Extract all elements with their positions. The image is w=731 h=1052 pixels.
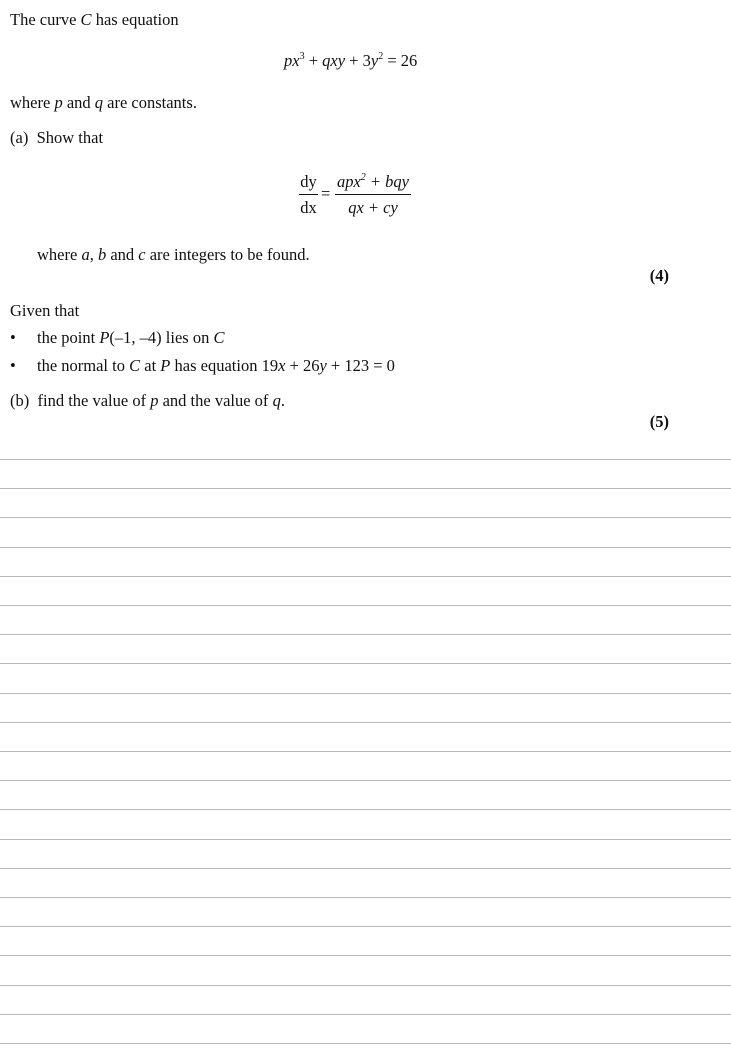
constants-pre: where — [10, 93, 55, 112]
answer-line — [0, 1043, 731, 1044]
eq-term-1: px — [284, 51, 300, 70]
fraction-bar — [299, 194, 318, 195]
normal-eq-x: x — [278, 356, 286, 375]
where-pre: where — [37, 245, 82, 264]
answer-line — [0, 1014, 731, 1015]
dy: dy — [300, 172, 317, 191]
eq-term-2: qxy — [322, 51, 346, 70]
part-b-label: (b) — [10, 391, 30, 410]
bullet-2-text — [37, 358, 395, 375]
curve-name: C — [80, 10, 92, 29]
point-p: P — [99, 328, 110, 347]
curve-name: C — [213, 328, 225, 347]
curve-name: C — [129, 356, 141, 375]
constants-post: are constants. — [103, 93, 197, 112]
answer-line — [0, 985, 731, 986]
eq-exp-2: 2 — [378, 51, 384, 62]
point-p: P — [160, 356, 171, 375]
bullet-1-pre: the point — [37, 328, 100, 347]
equals-sign: = — [321, 184, 331, 203]
part-a-prompt — [10, 130, 103, 147]
answer-line — [0, 576, 731, 577]
answer-line — [0, 634, 731, 635]
part-a-text: Show that — [36, 128, 104, 147]
answer-line — [0, 547, 731, 548]
answer-line — [0, 955, 731, 956]
answer-line — [0, 839, 731, 840]
intro-pre: The curve — [10, 10, 81, 29]
answer-line — [0, 459, 731, 460]
rhs-num-b: + bqy — [365, 172, 410, 191]
answer-line — [0, 517, 731, 518]
normal-eq-pre: has equation 19 — [170, 356, 279, 375]
intro-post: has equation — [91, 10, 179, 29]
answer-line — [0, 868, 731, 869]
answer-line — [0, 663, 731, 664]
constants-mid: and — [62, 93, 95, 112]
constant-q: q — [272, 391, 281, 410]
fraction-bar — [335, 194, 411, 195]
integer-b: b — [97, 245, 107, 264]
bullet-2-symbol: • — [10, 356, 16, 375]
answer-line — [0, 751, 731, 752]
eq-op-1: + — [304, 51, 323, 70]
dx: dx — [300, 198, 317, 217]
constant-q: q — [94, 93, 104, 112]
answer-line — [0, 488, 731, 489]
integers-text — [37, 247, 310, 264]
answer-line — [0, 780, 731, 781]
part-a-marks: (4) — [649, 266, 669, 285]
answer-line — [0, 693, 731, 694]
integer-a: a — [81, 245, 90, 264]
where-mid: and — [106, 245, 139, 264]
where-post: are integers to be found. — [145, 245, 310, 264]
bullet-2-mid: at — [140, 356, 161, 375]
integer-c: c — [138, 245, 146, 264]
part-b-post: . — [280, 391, 285, 410]
answer-line — [0, 897, 731, 898]
part-b-prompt — [10, 393, 285, 410]
part-b-mid: and the value of — [158, 391, 273, 410]
eq-op-2: + 3 — [345, 51, 371, 70]
constant-p: p — [150, 391, 159, 410]
answer-line — [0, 605, 731, 606]
normal-eq-mid: + 26 — [285, 356, 320, 375]
where-comma: , — [89, 245, 98, 264]
constants-text — [10, 95, 197, 112]
part-b-marks: (5) — [649, 412, 669, 431]
bullet-1-symbol: • — [10, 328, 16, 347]
normal-eq-y: y — [319, 356, 327, 375]
curve-equation — [284, 53, 417, 70]
bullet-1-text — [37, 330, 224, 347]
part-a-label: (a) — [10, 128, 29, 147]
eq-term-3: y — [370, 51, 379, 70]
eq-rhs: = 26 — [383, 51, 418, 70]
answer-line — [0, 926, 731, 927]
rhs-fraction — [335, 172, 411, 218]
normal-eq-post: + 123 = 0 — [326, 356, 395, 375]
given-heading: Given that — [10, 301, 80, 320]
point-coords: (–1, –4) lies on — [109, 328, 214, 347]
eq-exp-1: 3 — [299, 51, 305, 62]
rhs-num-exp: 2 — [360, 172, 366, 183]
bullet-2-pre: the normal to — [37, 356, 130, 375]
constant-p: p — [54, 93, 63, 112]
dy-dx-fraction — [299, 172, 318, 218]
intro-text — [10, 12, 179, 29]
rhs-num-a: apx — [336, 172, 361, 191]
answer-line — [0, 722, 731, 723]
rhs-numerator — [335, 172, 411, 192]
answer-line — [0, 809, 731, 810]
part-b-pre: find the value of — [37, 391, 151, 410]
rhs-denominator: qx + cy — [348, 198, 398, 217]
